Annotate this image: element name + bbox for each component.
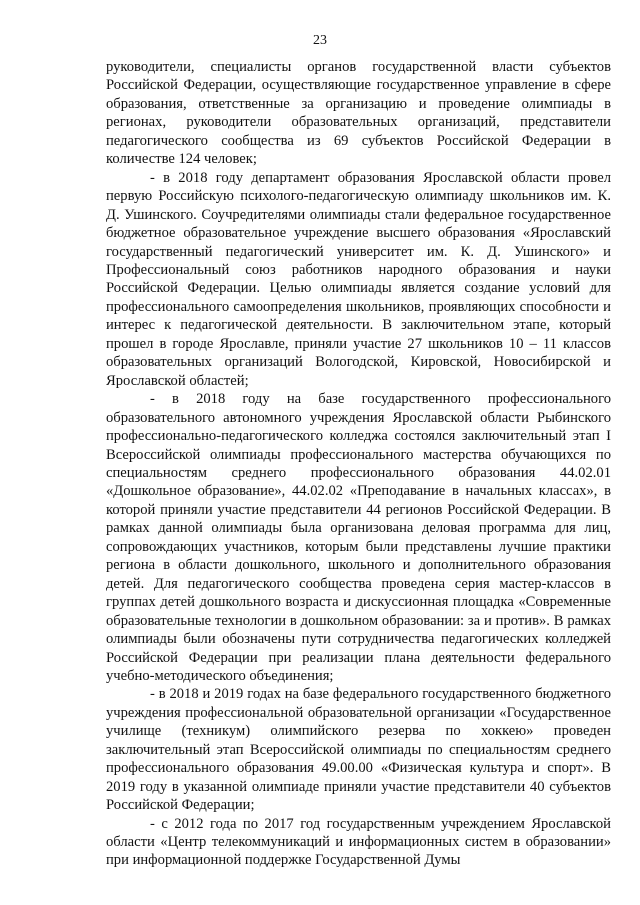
page-number: 23 <box>313 33 327 48</box>
paragraph-1: руководители, специалисты органов государственной власти субъектов Российской Федерации, осуществляющие государственное управление в сфере образования, ответственные за организацию и проведение олимпиады в регионах, руководители образовательных организаций, представители педагогического сообщества из 69 субъектов Российской Федерации в количестве 124 человек; <box>106 59 611 168</box>
paragraph-5: - с 2012 года по 2017 год государственным учреждением Ярославской области «Центр телекоммуникаций и информационных систем в образовании» при информационной поддержке Государственной Думы <box>106 815 611 869</box>
paragraph-4: - в 2018 и 2019 годах на базе федерального государственного бюджетного учреждения профессиональной образовательной организации «Государственное училище (техникум) олимпийского резерва по хоккею» проведен заключительный этап Всероссийской олимпиады по специальностям среднего профессионального образования 49.00.00 «Физическая культура и спорт». В 2019 году в указанной олимпиаде приняли участие представители 40 субъектов Российской Федерации; <box>106 686 611 814</box>
paragraph-3: - в 2018 году на базе государственного профессионального образовательного автономного учреждения Ярославской области Рыбинского профессионально-педагогического колледжа состоялся заключительный этап I Всероссийской олимпиады профессионального мастерства обучающихся по специальностям среднего профессионального образования 44.02.01 «Дошкольное образование», 44.02.02 «Преподавание в начальных классах», в которой приняли участие представители 44 регионов Российской Федерации. В рамках данной олимпиады была организована деловая программа для лиц, сопровождающих участников, которым были представлены лучшие практики региона в области дошкольного, школьного и дополнительного образования детей. Для педагогического сообщества проведена серия мастер-классов в группах детей дошкольного возраста и дискуссионная площадка «Современные образовательные технологии в дошкольном образовании: за и против». В рамках олимпиады были обозначены пути сотрудничества педагогических колледжей Российской Федерации при реализации плана деятельности федерального учебно-методического объединения; <box>106 391 611 684</box>
paragraph-2: - в 2018 году департамент образования Ярославской области провел первую Российскую психолого-педагогическую олимпиаду школьников им. К. Д. Ушинского. Соучредителями олимпиады стали федеральное государственное бюджетное образовательное учреждение высшего образования «Ярославский государственный педагогический университет им. К. Д. Ушинского» и Профессиональный союз работников народного образования и науки Российской Федерации. Целью олимпиады является создание условий для профессионального самоопределения школьников, проявляющих способности и интерес к педагогической деятельности. В заключительном этапе, который прошел в городе Ярославле, приняли участие 27 школьников 10 – 11 классов образовательных организаций Вологодской, Кировской, Новосибирской и Ярославской областей; <box>106 169 611 389</box>
body-text <box>106 58 611 870</box>
